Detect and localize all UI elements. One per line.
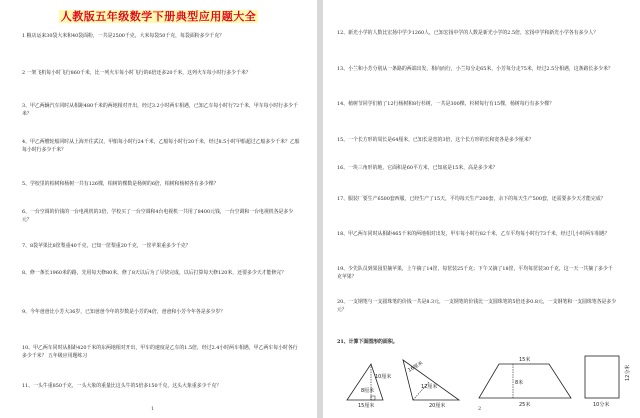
label-t1-height: 8厘米	[361, 388, 375, 394]
question-3: 3、甲乙两辆汽车同时从相距480千米的两地相对开出，经过3.2小时两车相遇，已知乙车每小时行72千米，甲车每小时行多少千米？	[22, 103, 298, 117]
question-2: 2 一架飞机每小时飞行860千米，比一列火车每小时飞行的6倍还多20千米，这列火车每小时行多少千米？	[22, 70, 251, 76]
question-4: 4、甲乙两艘轮船同时从上海开往武汉，甲船每小时行24千米，乙船每小时行20千米，经过8.5小时甲船超过乙船多少千米？乙船每小时行多少千米？	[22, 139, 300, 153]
question-12: 12、新光小学的人数比宏扬中学少1260人，已知宏扬中学的人数是新光小学的2.5倍，宏扬中学和新光小学各有多少人？	[337, 30, 599, 36]
question-1: 1 粮店运来30袋大米和40袋面粉，一共是2500千克，大米每袋50千克，每袋面粉多少千克？	[22, 33, 225, 39]
page-number: 2	[478, 406, 482, 412]
area-figures	[323, 348, 640, 408]
label-t1-side: 10厘米	[375, 374, 392, 380]
page-number: 1	[151, 406, 155, 412]
question-19: 19、少先队员到果园里摘苹果，上午摘了14筐，每筐装25千克；下午又摘了18筐，平均每筐装30千克，这一天一共摘了多少千克苹果？	[337, 266, 613, 280]
label-trap-bottom: 25米	[519, 402, 531, 408]
question-16: 16、一块三角形的地，它面积是60平方米，已知底是15米，高是多少米？	[337, 165, 498, 171]
question-7: 7、8袋苹果比8筐梨重40千克，已知一筐梨重20千克，一筐苹果重多少千克？	[22, 243, 191, 249]
question-10: 10、甲乙两车同时从相距420千米的东两地相对开出，甲车的速度是乙车的1.5倍，经过2.4小时两车相遇，甲乙两车每小时各行多少千米？ 五年级应用题练习	[22, 345, 298, 359]
question-18: 18、甲乙两车同时从相距465千米的两地相对出发，甲车每小时行82千米，乙车平均每小时行73千米，经过几小时两车相遇？	[337, 231, 610, 237]
question-6: 6、一台空调的价钱的一台电视机的3倍，学校买了一台空调和4台电视机一共用了8400元钱，一台空调和一台电视机各是多少元？	[22, 209, 294, 223]
document-page-right	[323, 0, 640, 418]
question-13: 13、小兰和小芳分别从一条路的两端出发，相向而行，小兰每分走65米，小芳每分走75米，经过2.5分相遇，这条路长多少米？	[337, 66, 613, 72]
document-title: 人教版五年级数学下册典型应用题大全	[60, 10, 257, 23]
question-21: 21、计算下面图形的面积。	[337, 339, 398, 345]
question-5: 5、学校里的柏树和杨树一共有126棵，柏树的棵数是杨树的6倍，柏树和杨树各有多少棵？	[22, 181, 219, 187]
question-20: 20、一支钢笔与一支圆珠笔的价钱一共是8.3元，一支钢笔的价钱比一支圆珠笔的5倍还多0.8元，一支钢笔和一支圆珠笔各是多少元？	[337, 299, 617, 313]
question-8: 8、修一条长1960米的路，先用每天修80米，修了8天以后为了尽快完成，以后打算每天修120米，还要多少天才能修完？	[22, 270, 287, 276]
label-rect-height: 12分米	[625, 364, 631, 381]
label-t1-base: 15厘米	[358, 403, 375, 408]
rectangle-figure	[585, 356, 631, 408]
label-rect-width: 10分米	[593, 402, 610, 408]
document-page-left	[0, 0, 317, 418]
label-trap-height: 8米	[515, 380, 524, 386]
triangle-figure-2	[403, 359, 459, 408]
label-t2-side: 16厘米	[407, 360, 425, 374]
question-14: 14、植树节同学们植了12行杨树和8行杉树，一共是300棵，杉树每行有15棵，杨树每行有多少棵？	[337, 101, 554, 107]
label-t2-height: 12厘米	[421, 384, 438, 390]
question-11: 11、一头牛重850千克，一头大象的重量比这头牛的5倍多150千克，这头大象重多少千克？	[22, 383, 222, 389]
label-trap-top: 15米	[519, 357, 531, 363]
question-15: 15、一个长方形的周长是64厘米，已知长是宽的3倍，这个长方形的长和宽各是多少厘米？	[337, 137, 534, 143]
question-9: 9、今年爸爸比小芳大36岁，已知爸爸今年的岁数是小芳的4倍，爸爸和小芳今年各是多少岁？	[22, 309, 226, 315]
question-17: 17、服装厂要生产6500套西服，已经生产了15天，平均每天生产200套，余下的每天生产500套，还需要多少天才能完成？	[337, 196, 606, 202]
trapezoid-figure	[479, 356, 571, 408]
triangle-figure-1	[347, 364, 391, 408]
label-t2-base: 20厘米	[429, 403, 446, 408]
